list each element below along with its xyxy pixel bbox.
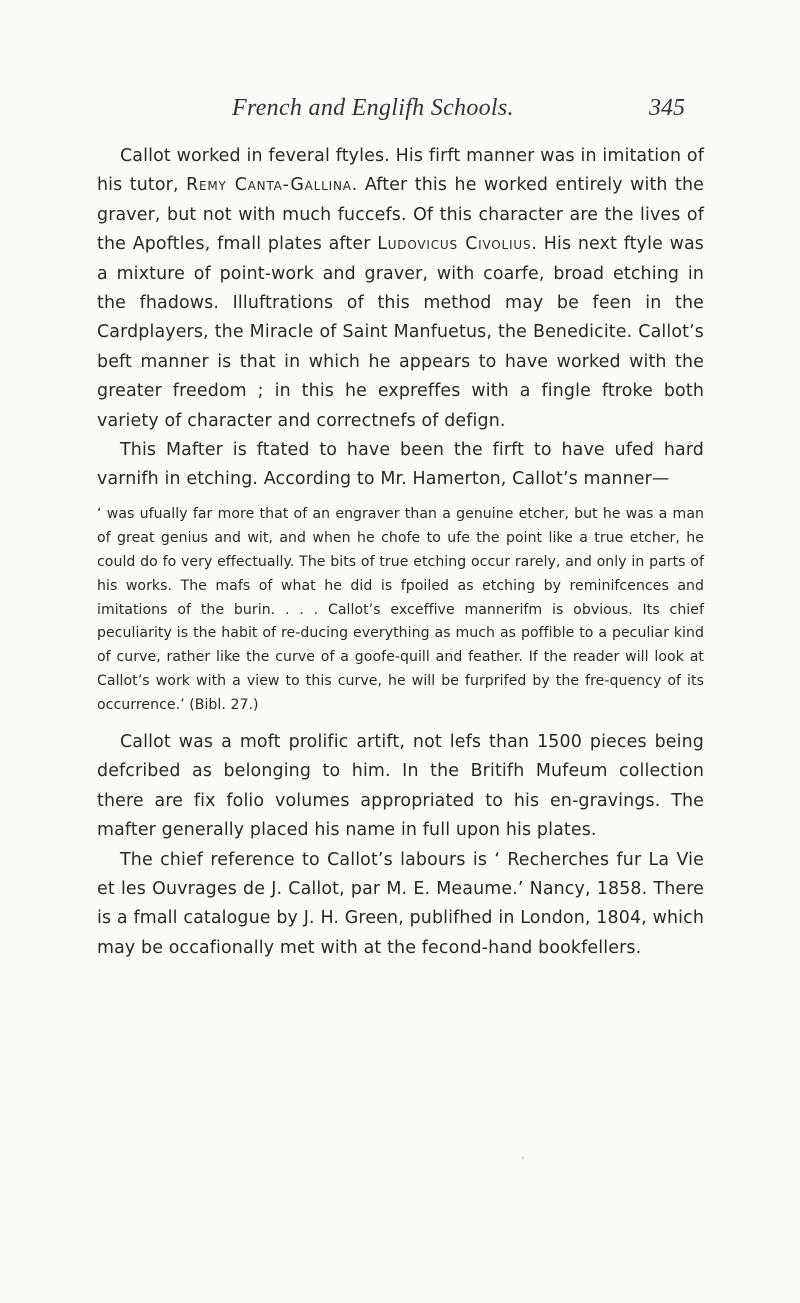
- running-title: French and Englifh Schools.: [232, 95, 514, 121]
- paragraph-text: . After this he worked entirely with the graver, but not with much fuccefs. Of this character are the lives of the Apoftles, fmall plates after: [97, 175, 704, 255]
- name-ludovicus-civolius: Ludovicus Civolius: [377, 234, 532, 255]
- paragraph-chief-reference: The chief reference to Callot’s labours is ‘ Recherches fur La Vie et les Ouvrages de J. Callot, par M. E. Meaume.’ Nancy, 1858. There is a fmall catalogue by J. H. Green, publifhed in London, 1804, which may be occafionally met with at the fecond-hand bookfellers.: [97, 849, 704, 958]
- paragraph-text: Callot worked in feveral ftyles. His firft manner was in imitation of his tutor,: [97, 146, 704, 196]
- paragraph-hard-varnish: This Mafter is ftated to have been the firft to have ufed hard varnifh in etching. According to Mr. Hamerton, Callot’s manner—: [97, 440, 704, 490]
- paragraph-prolific-artist: Callot was a moft prolific artift, not lefs than 1500 pieces being defcribed as belonging to him. In the Britifh Mufeum collection there are fix folio volumes appropriated to his en-gravings. The mafter generally placed his name in full upon his plates.: [97, 732, 704, 841]
- paper-speck: [522, 1157, 524, 1159]
- block-quote-hamerton: ‘ was ufually far more that of an engraver than a genuine etcher, but he was a man of great genius and wit, and when he chofe to ufe the point like a true etcher, he could do fo very effectually. The bits of true etching occur rarely, and only in parts of his works. The mafs of what he did is fpoiled as etching by reminifcences and imitations of the burin. . . . Callot’s exceffive mannerifm is obvious. Its chief peculiarity is the habit of re-ducing everything as much as poffible to a peculiar kind of curve, rather like the curve of a goofe-quill and feather. If the reader will look at Callot’s work with a view to this curve, he will be furprifed by the fre-quency of its occurrence.’ (Bibl. 27.): [97, 505, 704, 714]
- paragraph-callot-styles: [97, 142, 704, 436]
- paragraph-text: . His next ftyle was a mixture of point-work and graver, with coarfe, broad etching in the fhadows. Illuftrations of this method may be feen in the Cardplayers, the Miracle of Saint Manfuetus, the Benedicite. Callot’s beft manner is that in which he appears to have worked with the greater freedom ; in this he expreffes with a fingle ftroke both variety of character and correctnefs of defign.: [97, 234, 705, 431]
- page-number: 345: [649, 95, 685, 121]
- name-remy-canta-gallina: Remy Canta-Gallina: [186, 175, 352, 196]
- body-text: [97, 142, 704, 963]
- running-head: [0, 95, 800, 135]
